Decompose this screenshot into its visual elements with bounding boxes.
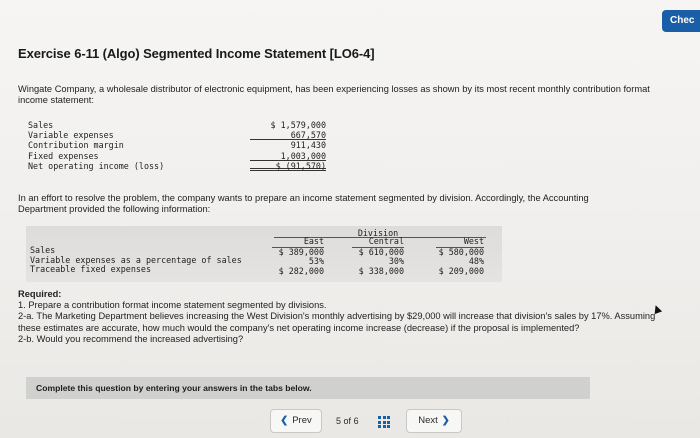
segment-column-central	[352, 237, 404, 276]
east-sales: $ 389,000	[278, 246, 324, 257]
page-title: Exercise 6-11 (Algo) Segmented Income Statement [LO6-4]	[18, 46, 375, 61]
central-variable-pct: 30%	[388, 256, 404, 266]
segment-row-labels	[30, 246, 242, 275]
segment-column-east	[272, 237, 324, 276]
segment-column-west	[436, 237, 484, 276]
is-label-contribution-margin: Contribution margin	[28, 140, 124, 151]
prev-button[interactable]	[270, 409, 322, 433]
segment-table	[26, 226, 502, 282]
next-button[interactable]	[406, 409, 462, 433]
required-item-2b: 2-b. Would you recommend the increased advertising?	[18, 333, 244, 344]
west-sales: $ 580,000	[438, 246, 484, 257]
required-item-1: 1. Prepare a contribution format income statement segmented by divisions.	[18, 300, 327, 311]
page-current: 5	[336, 416, 342, 426]
segment-label-traceable-fixed: Traceable fixed expenses	[30, 264, 152, 274]
east-variable-pct: 53%	[308, 256, 324, 266]
west-traceable-fixed: $ 209,000	[438, 265, 484, 276]
segment-label-sales: Sales	[30, 245, 56, 255]
question-grid-icon[interactable]	[378, 416, 390, 428]
is-value-fixed-expenses: 1,003,000	[250, 151, 326, 161]
division-header: Division	[357, 228, 399, 238]
chevron-right-icon: ❯	[441, 415, 450, 426]
west-variable-pct: 48%	[468, 256, 484, 266]
column-header-central: Central	[352, 237, 404, 248]
page-indicator	[336, 409, 400, 433]
central-sales: $ 610,000	[358, 246, 404, 257]
is-label-variable-expenses: Variable expenses	[28, 130, 114, 141]
page-of: of	[343, 416, 352, 426]
instruction-banner: Complete this question by entering your answers in the tabs below.	[26, 377, 590, 399]
page-total: 6	[353, 416, 359, 426]
segment-intro-text: In an effort to resolve the problem, the company wants to prepare an income statement segmented by division. Accordingly, the Accounting Department provided the following information:	[18, 193, 589, 214]
required-title: Required:	[18, 289, 62, 299]
column-header-west: West	[436, 237, 484, 248]
chevron-left-icon: ❮	[280, 415, 289, 426]
column-header-east: East	[272, 237, 324, 248]
is-value-variable-expenses: 667,570	[250, 130, 326, 140]
is-label-fixed-expenses: Fixed expenses	[28, 150, 99, 161]
is-value-net-operating-income: $ (91,570)	[250, 161, 326, 171]
east-traceable-fixed: $ 282,000	[278, 265, 324, 276]
is-label-sales: Sales	[28, 120, 54, 130]
central-traceable-fixed: $ 338,000	[358, 265, 404, 276]
income-statement-values	[250, 120, 326, 171]
segment-label-variable-pct: Variable expenses as a percentage of sales	[30, 254, 242, 265]
next-label: Next	[418, 415, 438, 426]
is-value-contribution-margin: 911,430	[290, 140, 326, 151]
income-statement-labels	[28, 120, 228, 171]
check-button[interactable]: Chec	[662, 10, 700, 32]
mouse-cursor-icon	[652, 304, 662, 314]
is-value-sales: $ 1,579,000	[270, 120, 326, 130]
prev-label: Prev	[292, 415, 312, 426]
intro-text: Wingate Company, a wholesale distributor of electronic equipment, has been experiencing losses as shown by its most recent monthly contribution format income statement:	[18, 84, 650, 105]
required-item-2a: 2-a. The Marketing Department believes increasing the West Division's monthly advertising by $29,000 will increase that division's sales by 17%. Assuming these estimates are accurate, how much would the company's net operating income increase (decrease) if the proposal is implemented?	[18, 311, 656, 333]
is-label-net-operating-income: Net operating income (loss)	[28, 160, 165, 171]
required-section	[18, 289, 658, 345]
